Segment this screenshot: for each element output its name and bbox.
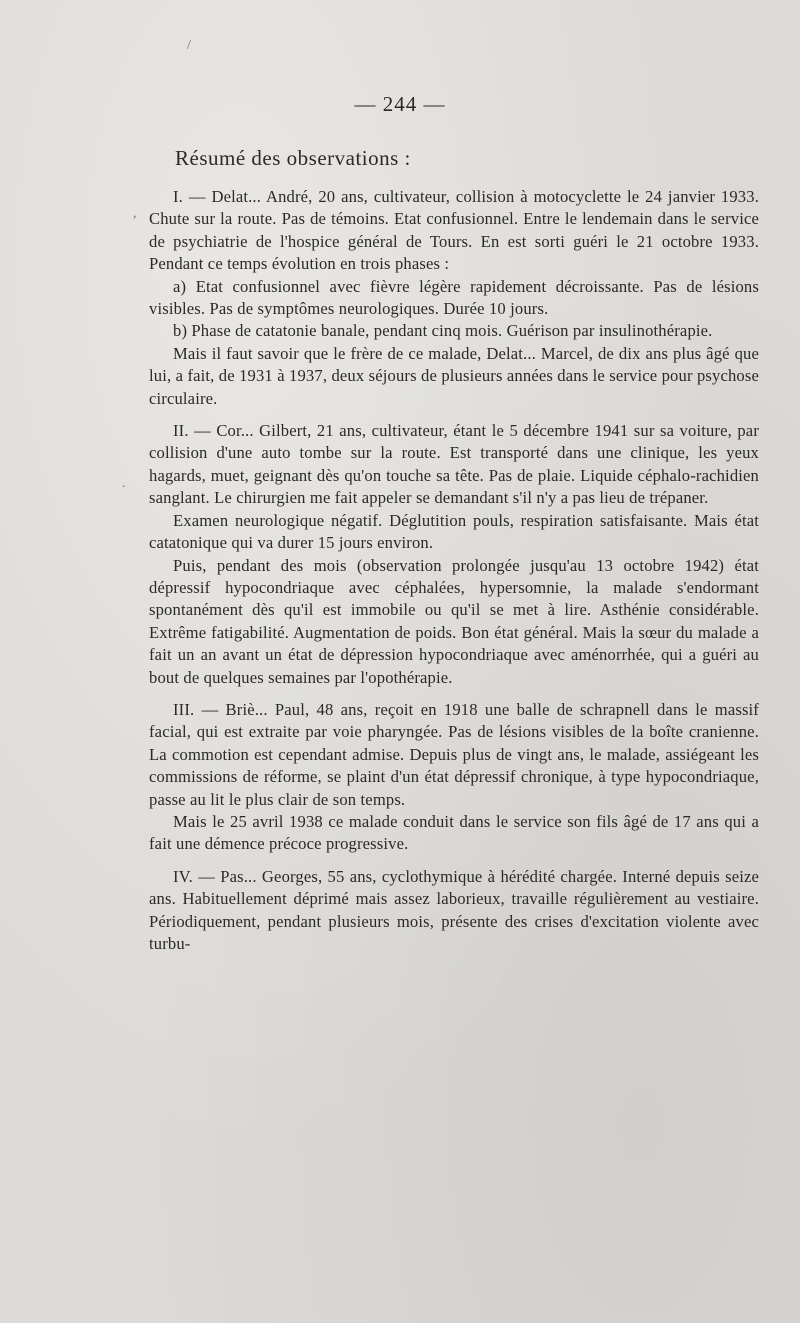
paragraph-observation-3: III. — Briè... Paul, 48 ans, reçoit en 1918 une balle de schrapnell dans le massif facial, qui est extraite par voie pharyngée. Pas de lésions visibles de la boîte cranienne. La commotion est cependant admise. Depuis plus de vingt ans, le malade, assiégeant les commissions de réforme, se plaint d'un état dépressif chronique, à type hypocondriaque, passe au lit le plus clair de son temps. xyxy=(149,699,759,809)
section-heading: Résumé des observations : xyxy=(175,146,411,170)
scan-speck-mark: . xyxy=(122,476,126,491)
paragraph-observation-2: II. — Cor... Gilbert, 21 ans, cultivateur, étant le 5 décembre 1941 sur sa voiture, par collision d'une auto tombe sur la route. Est transporté dans une clinique, les yeux hagards, muet, geignant dès qu'on touche sa tête. Pas de plaie. Liquide céphalo-rachidien sanglant. Le chirurgien me fait appeler se demandant s'il n'y a pas lieu de trépaner. xyxy=(149,421,759,508)
paragraph-phase-b: b) Phase de catatonie banale, pendant cinq mois. Guérison par insulinothérapie. xyxy=(173,321,713,341)
paragraph-depressive-state: Puis, pendant des mois (observation prolongée jusqu'au 13 octobre 1942) état dépressif hypocondriaque avec céphalées, hypersomnie, la malade s'endormant spontanément dès qu'il est immobile ou qu'il se met à lire. Asthénie considérable. Extrême fatigabilité. Augmentation de poids. Bon état général. Mais la sœur du malade a fait un an avant un état de dépression hypocondriaque avec aménorrhée, qui a guéri au bout de quelques semaines par l'opothérapie. xyxy=(149,555,759,687)
paragraph-observation-4: IV. — Pas... Georges, 55 ans, cyclothymique à hérédité chargée. Interné depuis seize ans. Habituellement déprimé mais assez laborieux, travaille régulièrement au vestiaire. Périodiquement, pendant plusieurs mois, présente des crises d'excitation violente avec turbu- xyxy=(149,866,759,953)
page-number: — 244 — xyxy=(354,92,446,116)
scan-speck-mark: / xyxy=(187,38,191,53)
paragraph-son-note: Mais le 25 avril 1938 ce malade conduit dans le service son fils âgé de 17 ans qui a fait une démence précoce progressive. xyxy=(149,811,759,854)
paragraph-phase-a: a) Etat confusionnel avec fièvre légère rapidement décroissante. Pas de lésions visibles. Pas de symptômes neurologiques. Durée 10 jours. xyxy=(149,276,759,319)
paragraph-observation-1: I. — Delat... André, 20 ans, cultivateur, collision à motocyclette le 24 janvier 1933. Chute sur la route. Pas de témoins. Etat confusionnel. Entre le lendemain dans le service de psychiatrie de l'hospice général de Tours. En est sorti guéri le 21 octobre 1933. Pendant ce temps évolution en trois phases : xyxy=(149,187,759,274)
paragraph-brother-note: Mais il faut savoir que le frère de ce malade, Delat... Marcel, de dix ans plus âgé que lui, a fait, de 1931 à 1937, deux séjours de plusieurs années dans le service pour psychose circulaire. xyxy=(149,343,759,408)
scan-speck-mark: , xyxy=(133,206,137,221)
body-text xyxy=(149,186,759,955)
paragraph-neuro-exam: Examen neurologique négatif. Déglutition pouls, respiration satisfaisante. Mais état catatonique qui va durer 15 jours environ. xyxy=(149,510,759,553)
